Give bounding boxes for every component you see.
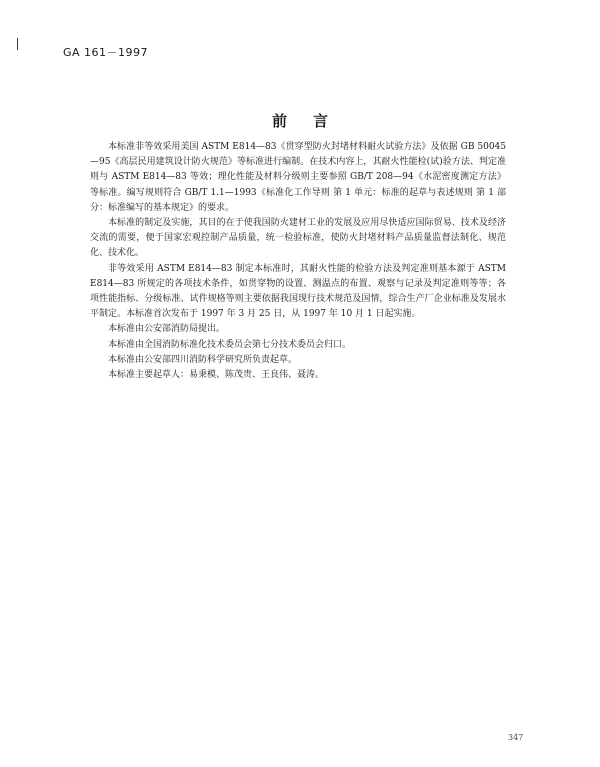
paragraph-adoption: 本标准非等效采用美国 ASTM E814—83《贯穿型防火封堵材料耐火试验方法》及依据 GB 50045—95《高层民用建筑设计防火规范》等标准进行编制。在技术内容上，其耐火性能检(试)验方法、判定准则与 ASTM E814—83 等效；理化性能及材料分级则主要参照 GB/T 208—94《水泥密度测定方法》等标准。编写规则符合 GB/T 1.1—1993《标准化工作导则 第 1 单元：标准的起草与表述规则 第 1 部分：标准编写的基本规定》的要求。 [90,142,506,213]
page-number: 347 [508,733,524,742]
paragraph-proposer: 本标准由公安部消防局提出。 [108,324,226,335]
page-title: 前言 [271,112,354,130]
scan-margin-mark [17,38,18,50]
paragraph-committee: 本标准由全国消防标准化技术委员会第七分技术委员会归口。 [108,339,352,350]
paragraph-purpose: 本标准的制定及实施，其目的在于使我国防火建材工业的发展及应用尽快适应国际贸易、技术及经济交流的需要，便于国家宏观控制产品质量，统一检验标准，使防火封堵材料产品质量监督法制化、规范化、技术化。 [90,218,506,259]
body-text [90,140,506,383]
paragraph-basis: 非等效采用 ASTM E814—83 制定本标准时，其耐火性能的检验方法及判定准则基本源于 ASTM E814—83 所规定的各项技术条件，如贯穿物的设置、测温点的布置、观察与记录及判定准则等等；各项性能指标、分级标准、试件规格等则主要依据我国现行技术规范及国情，综合生产厂企业标准及发展水平制定。本标准首次发布于 1997 年 3 月 25 日，从 1997 年 10 月 1 日起实施。 [90,263,506,320]
paragraph-drafters: 本标准主要起草人：易秉模、陈茂贵、王良伟、聂涛。 [108,370,325,381]
standard-code: GA 161－1997 [63,46,149,59]
paragraph-drafter-org: 本标准由公安部四川消防科学研究所负责起草。 [108,354,298,365]
